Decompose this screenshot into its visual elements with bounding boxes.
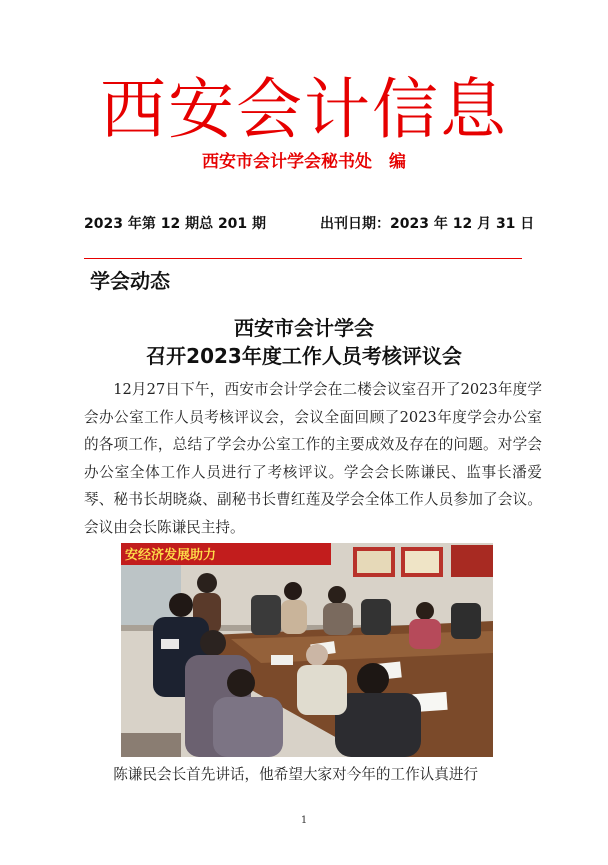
header-divider xyxy=(84,258,522,259)
meeting-photo xyxy=(121,543,493,757)
article-title-line1: 西安市会计学会 xyxy=(234,316,374,340)
article-title-line2: 召开2023年度工作人员考核评议会 xyxy=(146,344,462,368)
page-number: 1 xyxy=(300,815,308,826)
editor-line: 西安市会计学会秘书处 编 xyxy=(202,152,406,172)
section-heading: 学会动态 xyxy=(90,269,170,293)
article-paragraph: 12月27日下午，西安市会计学会在二楼会议室召开了2023年度学会办公室工作人员考核评议会，会议全面回顾了2023年度学会办公室的各项工作，总结了学会办公室工作的主要成效及存在的问题。对学会办公室全体工作人员进行了考核评议。学会会长陈谦民、监事长潘爱琴、秘书长胡晓焱、副秘书长曹红莲及学会全体工作人员参加了会议。会议由会长陈谦民主持。 xyxy=(84,381,542,536)
article-paragraph-2: 陈谦民会长首先讲话，他希望大家对今年的工作认真进行 xyxy=(113,766,479,783)
masthead-title: 西安会计信息 xyxy=(100,71,508,148)
article-body xyxy=(84,376,542,541)
photo-banner-text: 安经济发展助力 xyxy=(125,548,217,563)
issue-number: 2023 年第 12 期总 201 期 xyxy=(84,216,267,232)
issue-date: 出刊日期：2023 年 12 月 31 日 xyxy=(320,216,535,232)
